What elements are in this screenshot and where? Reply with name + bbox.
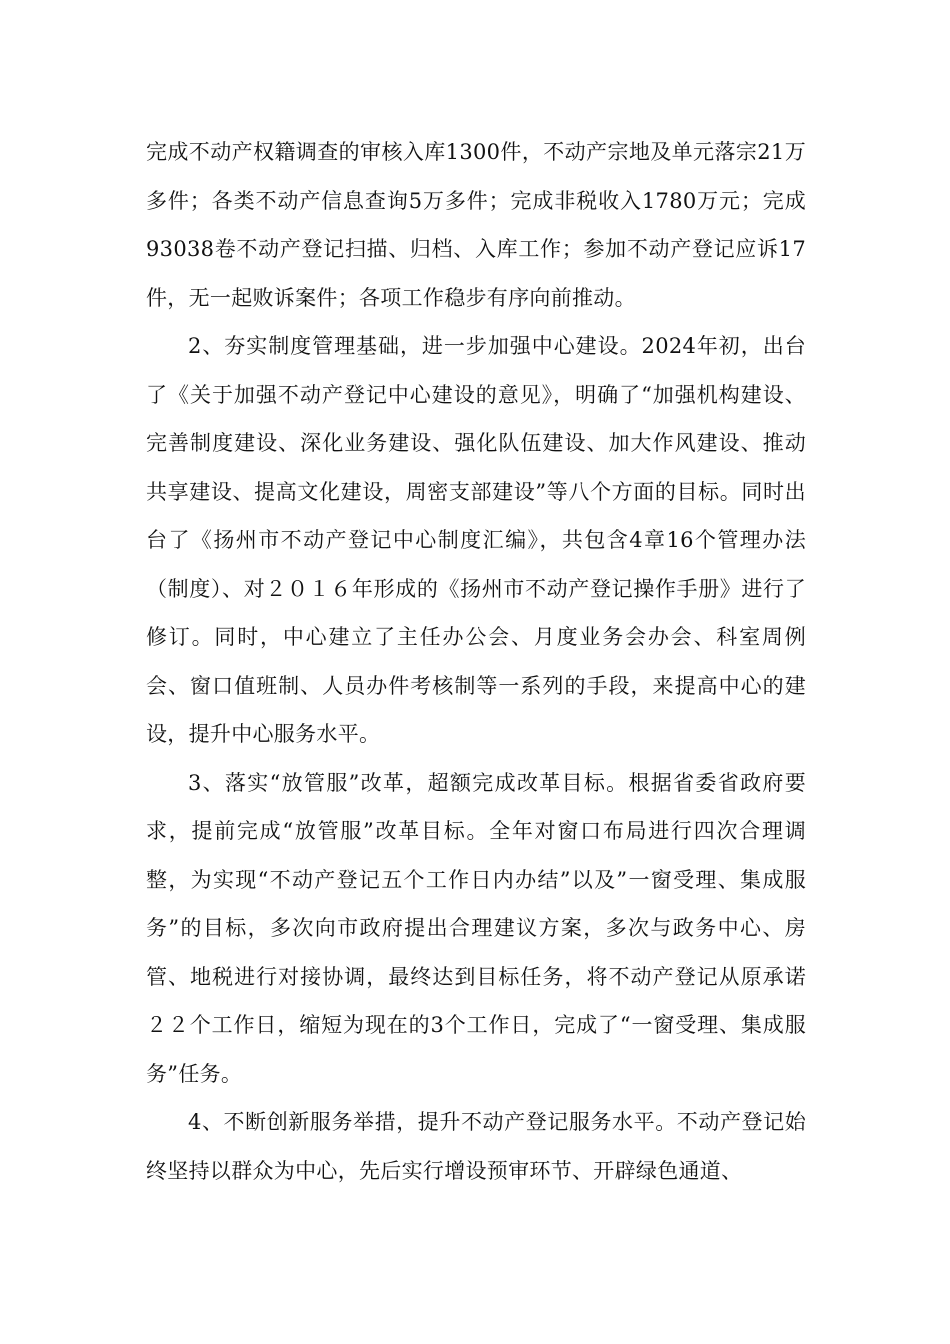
paragraph-3-reform-targets: 3、落实“放管服”改革，超额完成改革目标。根据省委省政府要求，提前完成“放管服”改革目标。全年对窗口布局进行四次合理调整，为实现“不动产登记五个工作日内办结”以及”一窗受理、集成服务”的目标，多次向市政府提出合理建议方案，多次与政务中心、房管、地税进行对接协调，最终达到目标任务，将不动产登记从原承诺２２个工作日，缩短为现在的3个工作日，完成了“一窗受理、集成服务”任务。 xyxy=(146,770,806,1086)
paragraph-4-service-innovation: 4、不断创新服务举措，提升不动产登记服务水平。不动产登记始终坚持以群众为中心，先后实行增设预审环节、开辟绿色通道、 xyxy=(146,1110,806,1183)
document-body xyxy=(146,128,806,1195)
paragraph-continuation: 完成不动产权籍调查的审核入库1300件，不动产宗地及单元落宗21万多件；各类不动产信息查询5万多件；完成非税收入1780万元；完成93038卷不动产登记扫描、归档、入库工作；参加不动产登记应诉17件，无一起败诉案件；各项工作稳步有序向前推动。 xyxy=(146,140,806,310)
paragraph-2-system-management: 2、夯实制度管理基础，进一步加强中心建设。2024年初，出台了《关于加强不动产登记中心建设的意见》，明确了“加强机构建设、完善制度建设、深化业务建设、强化队伍建设、加大作风建设、推动共享建设、提高文化建设，周密支部建设”等八个方面的目标。同时出台了《扬州市不动产登记中心制度汇编》，共包含4章16个管理办法（制度）、对２０１６年形成的《扬州市不动产登记操作手册》进行了修订。同时，中心建立了主任办公会、月度业务会办会、科室周例会、窗口值班制、人员办件考核制等一系列的手段，来提高中心的建设，提升中心服务水平。 xyxy=(146,334,806,746)
